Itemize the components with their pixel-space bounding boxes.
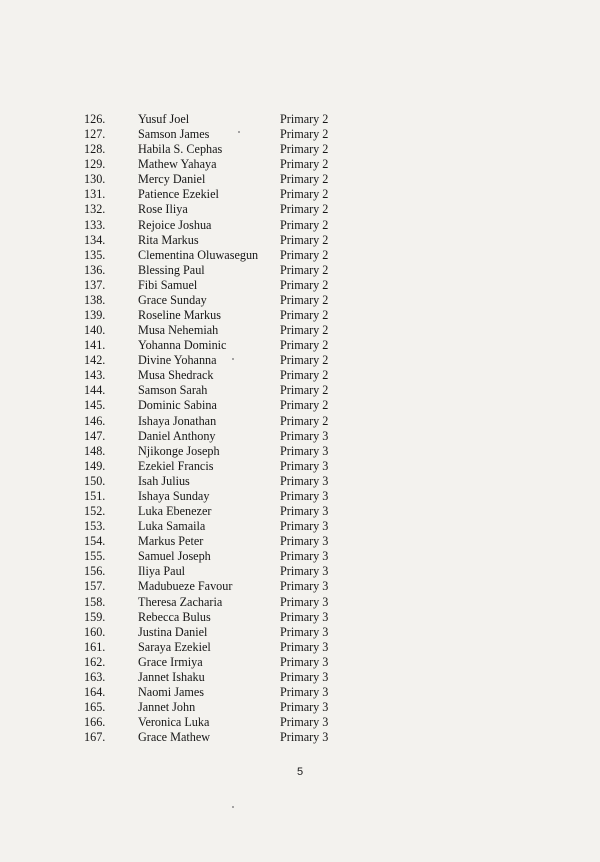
- student-name: Jannet Ishaku: [138, 669, 205, 684]
- class-level: Primary 3: [280, 624, 329, 639]
- row-number: 130.: [84, 172, 106, 187]
- class-level: Primary 3: [280, 428, 329, 443]
- class-level: Primary 3: [280, 504, 329, 519]
- row-number: 160.: [84, 624, 106, 639]
- row-number: 148.: [84, 443, 106, 458]
- student-name: Luka Samaila: [138, 519, 206, 534]
- class-level: Primary 2: [280, 262, 329, 277]
- class-level: Primary 2: [280, 308, 329, 323]
- student-name: Musa Shedrack: [138, 368, 214, 383]
- class-level: Primary 2: [280, 338, 329, 353]
- student-name: Dominic Sabina: [138, 398, 217, 413]
- list-item: [0, 459, 600, 474]
- list-item: [0, 429, 600, 444]
- row-number: 145.: [84, 398, 106, 413]
- row-number: 136.: [84, 262, 106, 277]
- list-item: [0, 519, 600, 534]
- row-number: 162.: [84, 654, 106, 669]
- student-name: Habila S. Cephas: [138, 142, 223, 157]
- row-number: 146.: [84, 413, 106, 428]
- class-level: Primary 3: [280, 579, 329, 594]
- list-item: [0, 730, 600, 745]
- list-item: [0, 685, 600, 700]
- student-name: Rebecca Bulus: [138, 609, 211, 624]
- list-item: [0, 640, 600, 655]
- student-name: Samson Sarah: [138, 383, 208, 398]
- list-item: [0, 610, 600, 625]
- student-name: Musa Nehemiah: [138, 323, 219, 338]
- class-level: Primary 2: [280, 368, 329, 383]
- row-number: 142.: [84, 353, 106, 368]
- list-item: [0, 398, 600, 413]
- student-name: Ishaya Sunday: [138, 488, 210, 503]
- list-item: [0, 293, 600, 308]
- list-item: [0, 564, 600, 579]
- list-item: [0, 414, 600, 429]
- student-name: Mercy Daniel: [138, 172, 206, 187]
- student-name: Madubueze Favour: [138, 579, 233, 594]
- class-level: Primary 2: [280, 202, 329, 217]
- class-level: Primary 2: [280, 398, 329, 413]
- list-item: [0, 444, 600, 459]
- row-number: 157.: [84, 579, 106, 594]
- scan-speck: [238, 131, 240, 133]
- student-name: Samson James: [138, 127, 210, 142]
- list-item: [0, 383, 600, 398]
- student-name: Rose Iliya: [138, 202, 188, 217]
- class-level: Primary 2: [280, 323, 329, 338]
- student-name: Yohanna Dominic: [138, 338, 227, 353]
- row-number: 165.: [84, 700, 106, 715]
- class-level: Primary 3: [280, 534, 329, 549]
- student-name: Divine Yohanna: [138, 353, 217, 368]
- class-level: Primary 3: [280, 488, 329, 503]
- list-item: [0, 263, 600, 278]
- list-item: [0, 595, 600, 610]
- row-number: 131.: [84, 187, 106, 202]
- class-level: Primary 3: [280, 669, 329, 684]
- student-name: Iliya Paul: [138, 564, 186, 579]
- list-item: [0, 534, 600, 549]
- list-item: [0, 353, 600, 368]
- list-item: [0, 338, 600, 353]
- row-number: 141.: [84, 338, 106, 353]
- row-number: 153.: [84, 519, 106, 534]
- row-number: 128.: [84, 142, 106, 157]
- row-number: 166.: [84, 715, 106, 730]
- list-item: [0, 142, 600, 157]
- row-number: 129.: [84, 157, 106, 172]
- list-item: [0, 157, 600, 172]
- list-item: [0, 368, 600, 383]
- row-number: 139.: [84, 308, 106, 323]
- class-level: Primary 2: [280, 142, 329, 157]
- student-name: Justina Daniel: [138, 624, 208, 639]
- list-item: [0, 233, 600, 248]
- row-number: 126.: [84, 112, 106, 126]
- class-level: Primary 2: [280, 127, 329, 142]
- student-name: Yusuf Joel: [138, 112, 190, 126]
- row-number: 140.: [84, 323, 106, 338]
- class-level: Primary 3: [280, 700, 329, 715]
- class-level: Primary 2: [280, 277, 329, 292]
- row-number: 138.: [84, 292, 106, 307]
- row-number: 144.: [84, 383, 106, 398]
- class-level: Primary 3: [280, 564, 329, 579]
- student-name: Ezekiel Francis: [138, 458, 214, 473]
- student-name: Mathew Yahaya: [138, 157, 217, 172]
- student-name: Samuel Joseph: [138, 549, 211, 564]
- list-item: [0, 489, 600, 504]
- row-number: 154.: [84, 534, 106, 549]
- student-name: Grace Irmiya: [138, 654, 203, 669]
- list-item: [0, 202, 600, 217]
- list-item: [0, 579, 600, 594]
- class-level: Primary 3: [280, 609, 329, 624]
- page-number: 5: [296, 766, 304, 778]
- student-name: Theresa Zacharia: [138, 594, 223, 609]
- list-item: [0, 308, 600, 323]
- row-number: 133.: [84, 217, 106, 232]
- row-number: 149.: [84, 458, 106, 473]
- student-name: Veronica Luka: [138, 715, 210, 730]
- class-level: Primary 3: [280, 684, 329, 699]
- list-item: [0, 127, 600, 142]
- student-name: Naomi James: [138, 684, 205, 699]
- row-number: 134.: [84, 232, 106, 247]
- list-item: [0, 715, 600, 730]
- list-item: [0, 625, 600, 640]
- student-name: Rejoice Joshua: [138, 217, 212, 232]
- row-number: 147.: [84, 428, 106, 443]
- list-item: [0, 549, 600, 564]
- class-level: Primary 2: [280, 112, 329, 126]
- row-number: 159.: [84, 609, 106, 624]
- list-item: [0, 323, 600, 338]
- list-item: [0, 172, 600, 187]
- list-item: [0, 248, 600, 263]
- row-number: 158.: [84, 594, 106, 609]
- row-number: 164.: [84, 684, 106, 699]
- row-number: 161.: [84, 639, 106, 654]
- row-number: 156.: [84, 564, 106, 579]
- list-item: [0, 474, 600, 489]
- class-level: Primary 3: [280, 594, 329, 609]
- row-number: 132.: [84, 202, 106, 217]
- student-list: [0, 112, 600, 745]
- class-level: Primary 2: [280, 157, 329, 172]
- student-name: Daniel Anthony: [138, 428, 216, 443]
- class-level: Primary 2: [280, 383, 329, 398]
- class-level: Primary 2: [280, 217, 329, 232]
- student-name: Patience Ezekiel: [138, 187, 219, 202]
- class-level: Primary 2: [280, 353, 329, 368]
- student-name: Fibi Samuel: [138, 277, 198, 292]
- student-name: Markus Peter: [138, 534, 204, 549]
- class-level: Primary 3: [280, 443, 329, 458]
- class-level: Primary 3: [280, 654, 329, 669]
- list-item: [0, 187, 600, 202]
- student-name: Blessing Paul: [138, 262, 205, 277]
- list-item: [0, 655, 600, 670]
- student-name: Luka Ebenezer: [138, 504, 212, 519]
- class-level: Primary 2: [280, 247, 329, 262]
- list-item: [0, 700, 600, 715]
- student-name: Isah Julius: [138, 473, 190, 488]
- student-name: Saraya Ezekiel: [138, 639, 211, 654]
- class-level: Primary 2: [280, 232, 329, 247]
- scan-speck: [232, 358, 234, 360]
- class-level: Primary 2: [280, 413, 329, 428]
- scan-speck: [232, 806, 234, 808]
- list-item: [0, 278, 600, 293]
- student-name: Njikonge Joseph: [138, 443, 220, 458]
- row-number: 137.: [84, 277, 106, 292]
- student-name: Grace Mathew: [138, 730, 211, 745]
- class-level: Primary 3: [280, 549, 329, 564]
- class-level: Primary 3: [280, 519, 329, 534]
- class-level: Primary 3: [280, 473, 329, 488]
- list-item: [0, 218, 600, 233]
- row-number: 143.: [84, 368, 106, 383]
- student-name: Rita Markus: [138, 232, 199, 247]
- class-level: Primary 2: [280, 292, 329, 307]
- list-item: [0, 670, 600, 685]
- row-number: 151.: [84, 488, 106, 503]
- class-level: Primary 3: [280, 715, 329, 730]
- student-name: Jannet John: [138, 700, 196, 715]
- row-number: 155.: [84, 549, 106, 564]
- row-number: 163.: [84, 669, 106, 684]
- list-item: [0, 504, 600, 519]
- row-number: 127.: [84, 127, 106, 142]
- row-number: 150.: [84, 473, 106, 488]
- row-number: 167.: [84, 730, 106, 745]
- row-number: 152.: [84, 504, 106, 519]
- class-level: Primary 2: [280, 187, 329, 202]
- class-level: Primary 2: [280, 172, 329, 187]
- student-name: Grace Sunday: [138, 292, 207, 307]
- row-number: 135.: [84, 247, 106, 262]
- student-name: Roseline Markus: [138, 308, 221, 323]
- class-level: Primary 3: [280, 639, 329, 654]
- student-name: Ishaya Jonathan: [138, 413, 217, 428]
- class-level: Primary 3: [280, 730, 329, 745]
- list-item: [0, 112, 600, 127]
- student-name: Clementina Oluwasegun: [138, 247, 259, 262]
- class-level: Primary 3: [280, 458, 329, 473]
